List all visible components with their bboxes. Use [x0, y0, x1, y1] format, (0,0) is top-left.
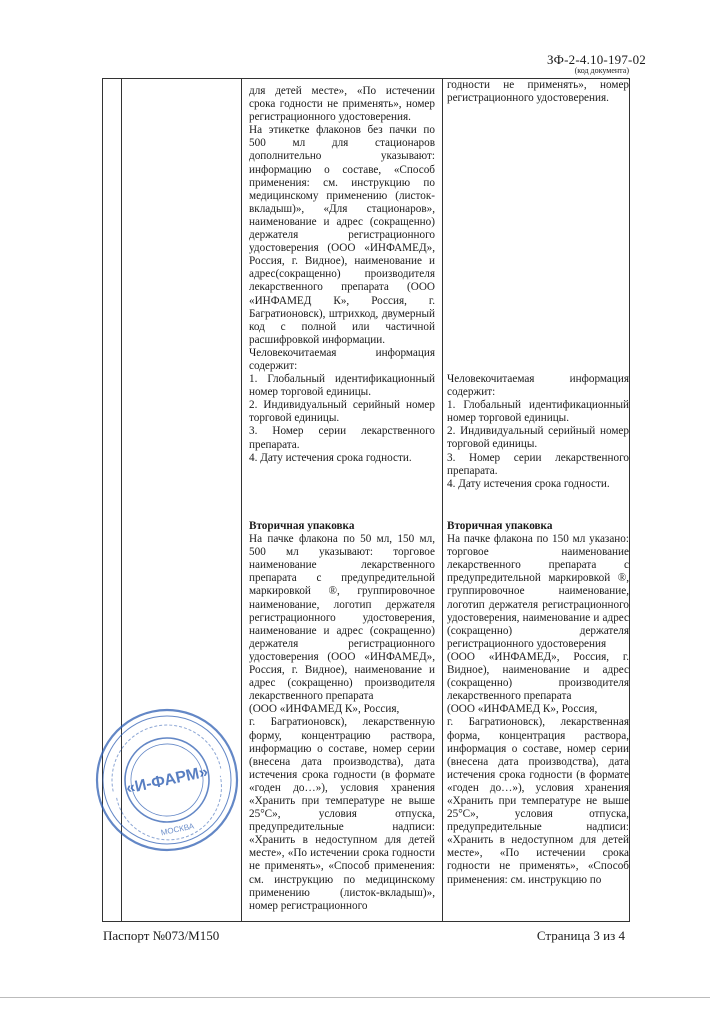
right-section-heading: Вторичная упаковка	[447, 520, 553, 532]
right-list-item: 2. Индивидуальный серийный номер торговой единицы.	[447, 425, 629, 451]
right-info-column	[447, 373, 629, 491]
left-list-item: 1. Глобальный идентификационный номер торговой единицы.	[249, 373, 435, 399]
left-text-column	[249, 85, 435, 465]
left-paragraph: На пачке флакона по 50 мл, 150 мл, 500 мл указывают: торговое наименование лекарственного препарата с предупредительной маркировкой ®, группировочное наименование, логотип держателя регистрационного удостоверения, наименование и адрес (сокращенно) держателя регистрационного удостоверения (ООО «ИНФАМЕД», Россия, г. Видное), наименование и адрес (сокращенно) производителя лекарственного препарата	[249, 533, 435, 703]
right-paragraph: г. Багратионовск), лекарственная форма, концентрация раствора, информация о составе, номер серии (внесена дата производства), дата истечения срока годности (в формате «годен до…»), условия хранения «Хранить при температуре не выше 25°С», условия отпуска, предупредительные надписи: «Хранить в недоступном для детей месте», «По истечении срока годности не применять», «Способ применения: см. инструкцию по	[447, 716, 629, 886]
right-secondary-pack-column	[447, 520, 629, 887]
right-list-item: 1. Глобальный идентификационный номер торговой единицы.	[447, 399, 629, 425]
right-paragraph: годности не применять», номер регистрационного удостоверения.	[447, 79, 629, 105]
left-paragraph: (ООО «ИНФАМЕД К», Россия,	[249, 703, 400, 716]
right-paragraph: (ООО «ИНФАМЕД», Россия, г. Видное), наименование и адрес (сокращенно) производителя лекарственного препарата	[447, 650, 629, 703]
right-paragraph: (ООО «ИНФАМЕД К», Россия,	[447, 703, 598, 716]
table-divider	[442, 79, 443, 921]
left-section-heading: Вторичная упаковка	[249, 520, 355, 532]
right-list-item: 3. Номер серии лекарственного препарата.	[447, 451, 629, 477]
seal-center-text: «И-ФАРМ»	[124, 763, 210, 798]
page-number: Страница 3 из 4	[536, 928, 625, 943]
right-text-column	[447, 79, 629, 105]
left-list-item: 3. Номер серии лекарственного препарата.	[249, 425, 435, 451]
left-list-item: 4. Дату истечения срока годности.	[249, 451, 412, 464]
bottom-scan-edge	[0, 997, 710, 998]
seal-city-text: МОСКВА	[160, 821, 195, 838]
left-secondary-pack-column	[249, 520, 435, 913]
company-seal-stamp	[78, 691, 256, 869]
right-list-item: 4. Дату истечения срока годности.	[447, 477, 610, 490]
left-paragraph: На этикетке флаконов без пачки по 500 мл для стационаров дополнительно указывают: информацию о составе, «Способ применения: см. инструкцию по медицинскому применению (листок-вкладыш)», «Для стационаров», наименование и адрес (сокращенно) держателя регистрационного удостоверения (ООО «ИНФАМЕД», Россия, г. Видное), наименование и адрес(сокращенно) производителя лекарственного препарата (ООО «ИНФАМЕД К», Россия, г. Багратионовск), штрихкод, двумерный код с полной или частичной расшифровкой информации.	[249, 124, 435, 346]
document-code-caption: (код документа)	[574, 66, 629, 75]
right-paragraph: На пачке флакона по 150 мл указано: торговое наименование лекарственного препарата с предупредительной маркировкой ®, группировочное наименование, логотип держателя регистрационного удостоверения, наименование и адрес (сокращенно) держателя регистрационного удостоверения	[447, 533, 629, 650]
left-list-item: 2. Индивидуальный серийный номер торговой единицы.	[249, 399, 435, 425]
right-paragraph: Человекочитаемая информация содержит:	[447, 373, 629, 399]
passport-number: Паспорт №073/М150	[103, 928, 220, 943]
left-paragraph: г. Багратионовск), лекарственную форму, концентрацию раствора, информацию о составе, номер серии (внесена дата производства), дата истечения срока годности (в формате «годен до…»), условия хранения «Хранить при температуре не выше 25°С», условия отпуска, предупредительные надписи: «Хранить в недоступном для детей месте», «По истечении срока годности не применять», «Способ применения: см. инструкцию по медицинскому применению (листок-вкладыш)», номер регистрационного	[249, 716, 435, 912]
document-code: ЗФ-2-4.10-197-02	[546, 52, 646, 67]
left-paragraph: Человекочитаемая информация содержит:	[249, 346, 435, 372]
left-paragraph: для детей месте», «По истечении срока годности не применять», номер регистрационного удостоверения.	[249, 85, 435, 124]
